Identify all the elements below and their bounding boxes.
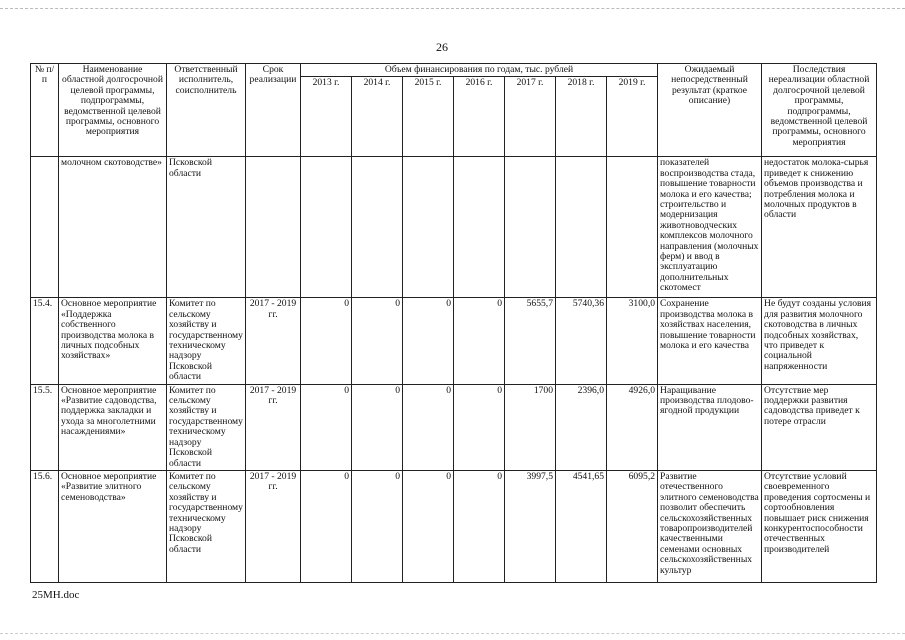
- page-number: 26: [436, 40, 448, 54]
- cell-value: 0: [454, 384, 505, 470]
- footer-filename: 25MH.doc: [32, 589, 80, 601]
- cell-value: 0: [454, 298, 505, 384]
- header-term: Срок реализации: [246, 64, 301, 157]
- scan-top-edge: [0, 0, 905, 9]
- cell-value: [505, 157, 556, 298]
- cell-consequences: Отсутствие условий своевременного проведения сортосмены и сортообновления повышает риск снижения конкурентоспособности отечественных производителей: [762, 470, 877, 582]
- cell-result: Развитие отечественного элитного семеноводства позволит обеспечить сельскохозяйственных товаропроизводителей качественными семенами основных сельскохозяйственных культур: [658, 470, 762, 582]
- header-name: Наименование областной долгосрочной целевой программы, подпрограммы, ведомственной целевой программы, основного мероприятия: [59, 64, 167, 157]
- cell-num: 15.6.: [31, 470, 59, 582]
- cell-value: 0: [454, 470, 505, 582]
- header-result: Ожидаемый непосредственный результат (краткое описание): [658, 64, 762, 157]
- cell-value: 0: [352, 384, 403, 470]
- cell-value: 0: [352, 470, 403, 582]
- cell-result: Сохранение производства молока в хозяйствах населения, повышение товарности молока и его качества: [658, 298, 762, 384]
- table-row: [31, 470, 877, 582]
- header-year: 2018 г.: [556, 77, 607, 157]
- cell-consequences: Не будут созданы условия для развития молочного скотоводства в личных подсобных хозяйствах, что приведет к социальной напряженности: [762, 298, 877, 384]
- header-year: 2014 г.: [352, 77, 403, 157]
- cell-value: [301, 157, 352, 298]
- cell-term: 2017 - 2019 гг.: [246, 384, 301, 470]
- cell-value: 0: [403, 298, 454, 384]
- cell-value: 4926,0: [607, 384, 658, 470]
- cell-value: [403, 157, 454, 298]
- cell-value: 0: [403, 384, 454, 470]
- cell-consequences: Отсутствие мер поддержки развития садоводства приведет к потере отрасли: [762, 384, 877, 470]
- table-row: [31, 298, 877, 384]
- header-consequences: Последствия нереализации областной долгосрочной целевой программы, подпрограммы, ведомственной целевой программы, основного мероприятия: [762, 64, 877, 157]
- cell-value: [607, 157, 658, 298]
- scan-bottom-edge: [0, 633, 905, 640]
- table-row: [31, 157, 877, 298]
- cell-name: Основное мероприятие «Поддержка собственного производства молока в личных подсобных хозяйствах»: [59, 298, 167, 384]
- cell-responsible: Комитет по сельскому хозяйству и государственному техническому надзору Псковской области: [167, 384, 246, 470]
- header-year: 2015 г.: [403, 77, 454, 157]
- header-year: 2019 г.: [607, 77, 658, 157]
- cell-value: 6095,2: [607, 470, 658, 582]
- cell-num: [31, 157, 59, 298]
- cell-value: 0: [301, 298, 352, 384]
- cell-consequences: недостаток молока-сырья приведет к снижению объемов производства и потребления молока и молочных продуктов в области: [762, 157, 877, 298]
- cell-result: показателей воспроизводства стада, повышение товарности молока и его качества; строительство и модернизация животноводческих комплексов молочного направления (молочных ферм) и ввод в эксплуатацию дополнительных скотомест: [658, 157, 762, 298]
- cell-name: молочном скотоводстве»: [59, 157, 167, 298]
- cell-name: Основное мероприятие «Развитие садоводства, поддержка закладки и ухода за многолетними насаждениями»: [59, 384, 167, 470]
- cell-value: 0: [352, 298, 403, 384]
- program-table: [30, 63, 877, 583]
- cell-value: 3997,5: [505, 470, 556, 582]
- cell-result: Наращивание производства плодово-ягодной продукции: [658, 384, 762, 470]
- cell-name: Основное мероприятие «Развитие элитного семеноводства»: [59, 470, 167, 582]
- cell-value: 2396,0: [556, 384, 607, 470]
- cell-value: 0: [301, 384, 352, 470]
- cell-value: 0: [403, 470, 454, 582]
- table-row: [31, 384, 877, 470]
- cell-value: 4541,65: [556, 470, 607, 582]
- cell-responsible: Псковской области: [167, 157, 246, 298]
- cell-responsible: Комитет по сельскому хозяйству и государственному техническому надзору Псковской области: [167, 470, 246, 582]
- cell-term: 2017 - 2019 гг.: [246, 470, 301, 582]
- cell-value: [454, 157, 505, 298]
- header-year: 2017 г.: [505, 77, 556, 157]
- header-funding: Объем финансирования по годам, тыс. рублей: [301, 64, 658, 77]
- cell-responsible: Комитет по сельскому хозяйству и государственному техническому надзору Псковской области: [167, 298, 246, 384]
- cell-value: [352, 157, 403, 298]
- cell-value: 3100,0: [607, 298, 658, 384]
- cell-value: 1700: [505, 384, 556, 470]
- cell-num: 15.4.: [31, 298, 59, 384]
- cell-term: 2017 - 2019 гг.: [246, 298, 301, 384]
- cell-term: [246, 157, 301, 298]
- cell-value: 5655,7: [505, 298, 556, 384]
- cell-value: [556, 157, 607, 298]
- cell-value: 0: [301, 470, 352, 582]
- header-num: № п/п: [31, 64, 59, 157]
- header-year: 2016 г.: [454, 77, 505, 157]
- header-responsible: Ответственный исполнитель, соисполнитель: [167, 64, 246, 157]
- cell-value: 5740,36: [556, 298, 607, 384]
- header-year: 2013 г.: [301, 77, 352, 157]
- cell-num: 15.5.: [31, 384, 59, 470]
